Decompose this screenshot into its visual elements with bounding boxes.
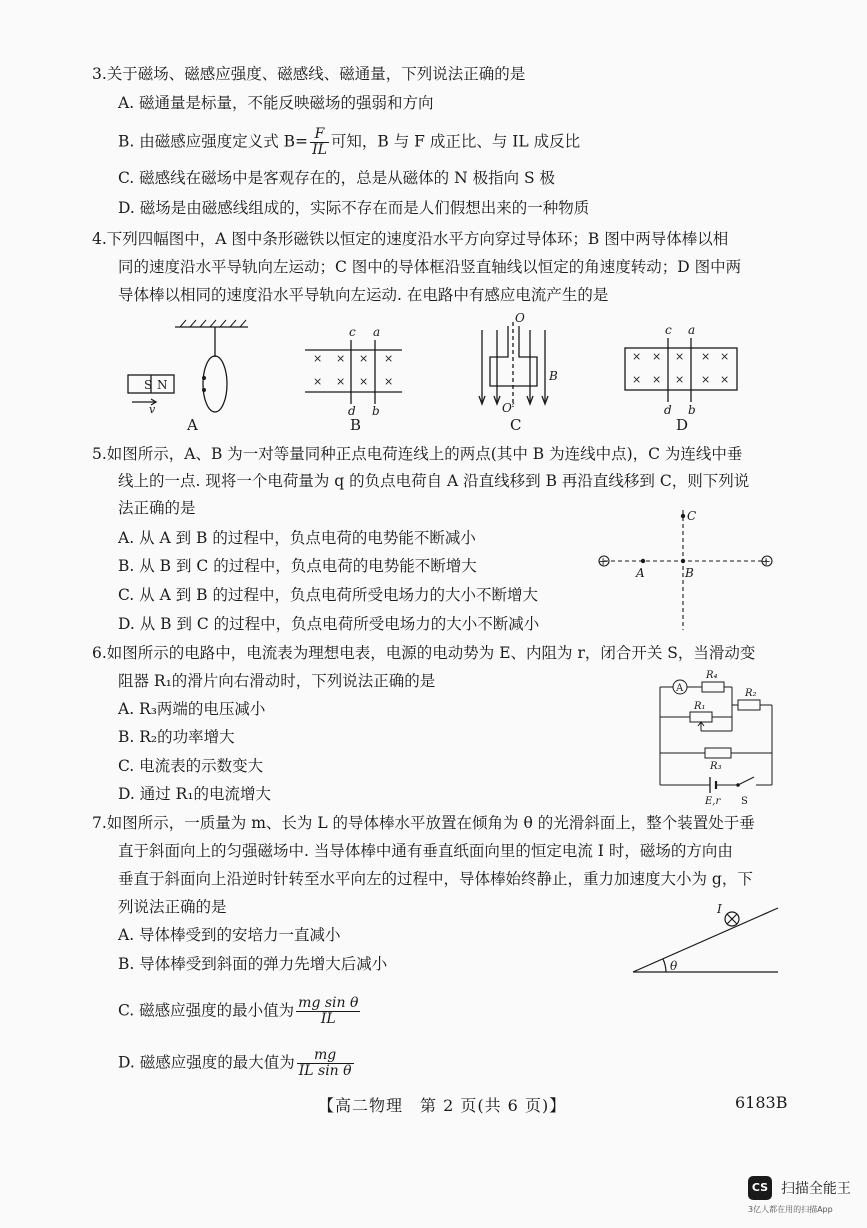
point-c bbox=[681, 514, 685, 518]
svg-text:×: × bbox=[720, 350, 730, 363]
magnet-n-label: N bbox=[157, 378, 168, 392]
svg-text:×: × bbox=[652, 373, 662, 386]
fig-d-label-a: a bbox=[688, 323, 696, 337]
figure-d bbox=[625, 338, 737, 402]
q4-stem-line2: 同的速度沿水平导轨向左运动；C 图中的导体框沿竖直轴线以恒定的角速度转动；D 图中两 bbox=[118, 258, 742, 276]
q3-option-a: A. 磁通量是标量，不能反映磁场的强弱和方向 bbox=[118, 94, 434, 112]
svg-text:×: × bbox=[632, 373, 642, 386]
field-b-label: B bbox=[549, 369, 558, 383]
watermark-tagline: 3亿人都在用的扫描App bbox=[748, 1205, 833, 1214]
figure-d-label: D bbox=[676, 416, 689, 434]
camscanner-icon: CS bbox=[748, 1176, 772, 1200]
fig-b-label-a: a bbox=[373, 325, 381, 339]
ring-dot-lower bbox=[202, 388, 206, 392]
q5-stem-line3: 法正确的是 bbox=[118, 499, 196, 517]
theta-label: θ bbox=[670, 959, 678, 973]
q3-option-b bbox=[118, 127, 580, 158]
source-label: E,r bbox=[705, 796, 721, 807]
q6-option-b: B. R₂的功率增大 bbox=[118, 728, 235, 746]
q5-option-b: B. 从 B 到 C 的过程中，负点电荷的电势能不断增大 bbox=[118, 557, 477, 575]
q4-stem-line3: 导体棒以相同的速度沿水平导轨向左运动. 在电路中有感应电流产生的是 bbox=[118, 286, 609, 304]
q7-stem-line4: 列说法正确的是 bbox=[118, 898, 227, 916]
fig-b-label-d: d bbox=[348, 404, 356, 418]
axis-o-label: O bbox=[515, 312, 525, 325]
switch-pivot bbox=[736, 783, 740, 787]
q6-option-c: C. 电流表的示数变大 bbox=[118, 757, 264, 775]
q6-option-a: A. R₃两端的电压减小 bbox=[118, 700, 266, 718]
svg-text:×: × bbox=[384, 375, 394, 388]
svg-text:×: × bbox=[313, 352, 323, 365]
switch-label: S bbox=[741, 796, 748, 807]
svg-text:×: × bbox=[359, 352, 369, 365]
scanner-watermark bbox=[748, 1176, 851, 1214]
q7-stem-line1: 7.如图所示，一质量为 m、长为 L 的导体棒水平放置在倾角为 θ 的光滑斜面上，整个装置处于垂 bbox=[92, 814, 755, 832]
fig-b-label-b: b bbox=[372, 404, 380, 418]
current-i-label: I bbox=[717, 902, 722, 916]
right-charge-sign: + bbox=[761, 555, 771, 568]
magnet-s-label: S bbox=[144, 378, 153, 392]
q5-option-d: D. 从 B 到 C 的过程中，负点电荷所受电场力的大小不断减小 bbox=[118, 615, 540, 633]
axis-o-prime-label: O′ bbox=[502, 401, 515, 415]
q3-fraction: $\frac{F}{IL}$ bbox=[312, 126, 327, 158]
svg-text:×: × bbox=[336, 375, 346, 388]
fig-d-label-d: d bbox=[664, 403, 672, 417]
page-footer: 【高二物理 第 2 页(共 6 页)】 bbox=[318, 1096, 567, 1115]
q7-option-a: A. 导体棒受到的安培力一直减小 bbox=[118, 926, 341, 944]
q5-option-a: A. 从 A 到 B 的过程中，负点电荷的电势能不断减小 bbox=[118, 529, 476, 547]
figure-b-label: B bbox=[350, 416, 362, 434]
q4-figures bbox=[110, 312, 760, 437]
q7-option-d bbox=[118, 1048, 356, 1079]
ammeter-icon: A bbox=[676, 683, 684, 694]
point-b bbox=[681, 559, 685, 563]
figure-a bbox=[128, 320, 248, 412]
q7-stem-line3: 垂直于斜面向上沿逆时针转至水平向左的过程中，导体棒始终静止，重力加速度大小为 g，下 bbox=[118, 870, 753, 888]
q3-option-b-post: 可知，B 与 F 成正比、与 IL 成反比 bbox=[330, 132, 581, 151]
svg-text:×: × bbox=[384, 352, 394, 365]
q7-option-d-pre: D. 磁感应强度的最大值为 bbox=[118, 1053, 295, 1072]
q3-option-b-pre: B. 由磁感应强度定义式 B= bbox=[118, 132, 309, 151]
r3-label: R₃ bbox=[710, 761, 722, 772]
svg-text:×: × bbox=[632, 350, 642, 363]
q3-stem: 3.关于磁场、磁感应强度、磁感线、磁通量，下列说法正确的是 bbox=[92, 65, 526, 83]
paper-code: 6183B bbox=[735, 1093, 788, 1112]
q7-incline-figure bbox=[628, 898, 783, 980]
fig-d-label-c: c bbox=[665, 323, 672, 337]
svg-text:×: × bbox=[675, 373, 685, 386]
figure-a-label: A bbox=[187, 416, 198, 434]
fig-d-label-b: b bbox=[688, 403, 696, 417]
left-charge-sign: + bbox=[598, 555, 608, 568]
q7-option-c bbox=[118, 996, 362, 1027]
point-c-label: C bbox=[687, 509, 697, 523]
q5-option-c: C. 从 A 到 B 的过程中，负点电荷所受电场力的大小不断增大 bbox=[118, 586, 538, 604]
q7-option-d-fraction: $\frac{mg}{\text{IL sin θ}}$ bbox=[298, 1047, 352, 1079]
svg-text:×: × bbox=[652, 350, 662, 363]
r2-label: R₂ bbox=[745, 688, 757, 699]
q3-option-d: D. 磁场是由磁感线组成的，实际不存在而是人们假想出来的一种物质 bbox=[118, 199, 590, 217]
q5-stem-line1: 5.如图所示，A、B 为一对等量同种正点电荷连线上的两点(其中 B 为连线中点)，C 为连线中垂 bbox=[92, 445, 743, 463]
q6-circuit bbox=[650, 665, 780, 807]
fig-b-label-c: c bbox=[349, 325, 356, 339]
ring-dot-upper bbox=[202, 376, 206, 380]
svg-text:×: × bbox=[701, 373, 711, 386]
q3-option-c: C. 磁感线在磁场中是客观存在的，总是从磁体的 N 极指向 S 极 bbox=[118, 169, 556, 187]
q5-figure bbox=[595, 500, 780, 635]
q7-option-b: B. 导体棒受到斜面的弹力先增大后减小 bbox=[118, 955, 388, 973]
q6-option-d: D. 通过 R₁的电流增大 bbox=[118, 785, 272, 803]
point-a bbox=[641, 559, 645, 563]
watermark-name: 扫描全能王 bbox=[780, 1181, 851, 1197]
q7-stem-line2: 直于斜面向上的匀强磁场中. 当导体棒中通有垂直纸面向里的恒定电流 I 时，磁场的方向由 bbox=[118, 842, 733, 860]
figure-b-field bbox=[313, 352, 393, 388]
figure-c-label: C bbox=[510, 416, 522, 434]
magnet-velocity-label: v bbox=[149, 403, 156, 416]
r1-label: R₁ bbox=[694, 701, 706, 712]
r4-label: R₄ bbox=[706, 670, 718, 681]
figure-b bbox=[305, 340, 402, 404]
svg-text:×: × bbox=[675, 350, 685, 363]
q6-stem-line2: 阻器 R₁的滑片向右滑动时，下列说法正确的是 bbox=[118, 672, 436, 690]
q5-stem-line2: 线上的一点. 现将一个电荷量为 q 的负点电荷自 A 沿直线移到 B 再沿直线移到 C，则下列说 bbox=[118, 472, 750, 490]
svg-text:×: × bbox=[313, 375, 323, 388]
svg-text:×: × bbox=[336, 352, 346, 365]
q7-option-c-fraction: $\frac{\text{mg sin θ}}{IL}$ bbox=[298, 995, 359, 1027]
svg-text:×: × bbox=[701, 350, 711, 363]
figure-c bbox=[479, 322, 548, 407]
point-a-label: A bbox=[636, 566, 645, 580]
svg-text:×: × bbox=[359, 375, 369, 388]
q7-option-c-pre: C. 磁感应强度的最小值为 bbox=[118, 1001, 295, 1020]
q6-stem-line1: 6.如图所示的电路中，电流表为理想电表，电源的电动势为 E、内阻为 r，闭合开关 S，当滑动变 bbox=[92, 644, 756, 662]
svg-text:×: × bbox=[720, 373, 730, 386]
point-b-label: B bbox=[685, 566, 694, 580]
q4-stem-line1: 4.下列四幅图中，A 图中条形磁铁以恒定的速度沿水平方向穿过导体环；B 图中两导体棒以相 bbox=[92, 230, 729, 248]
figure-d-field bbox=[632, 350, 729, 386]
